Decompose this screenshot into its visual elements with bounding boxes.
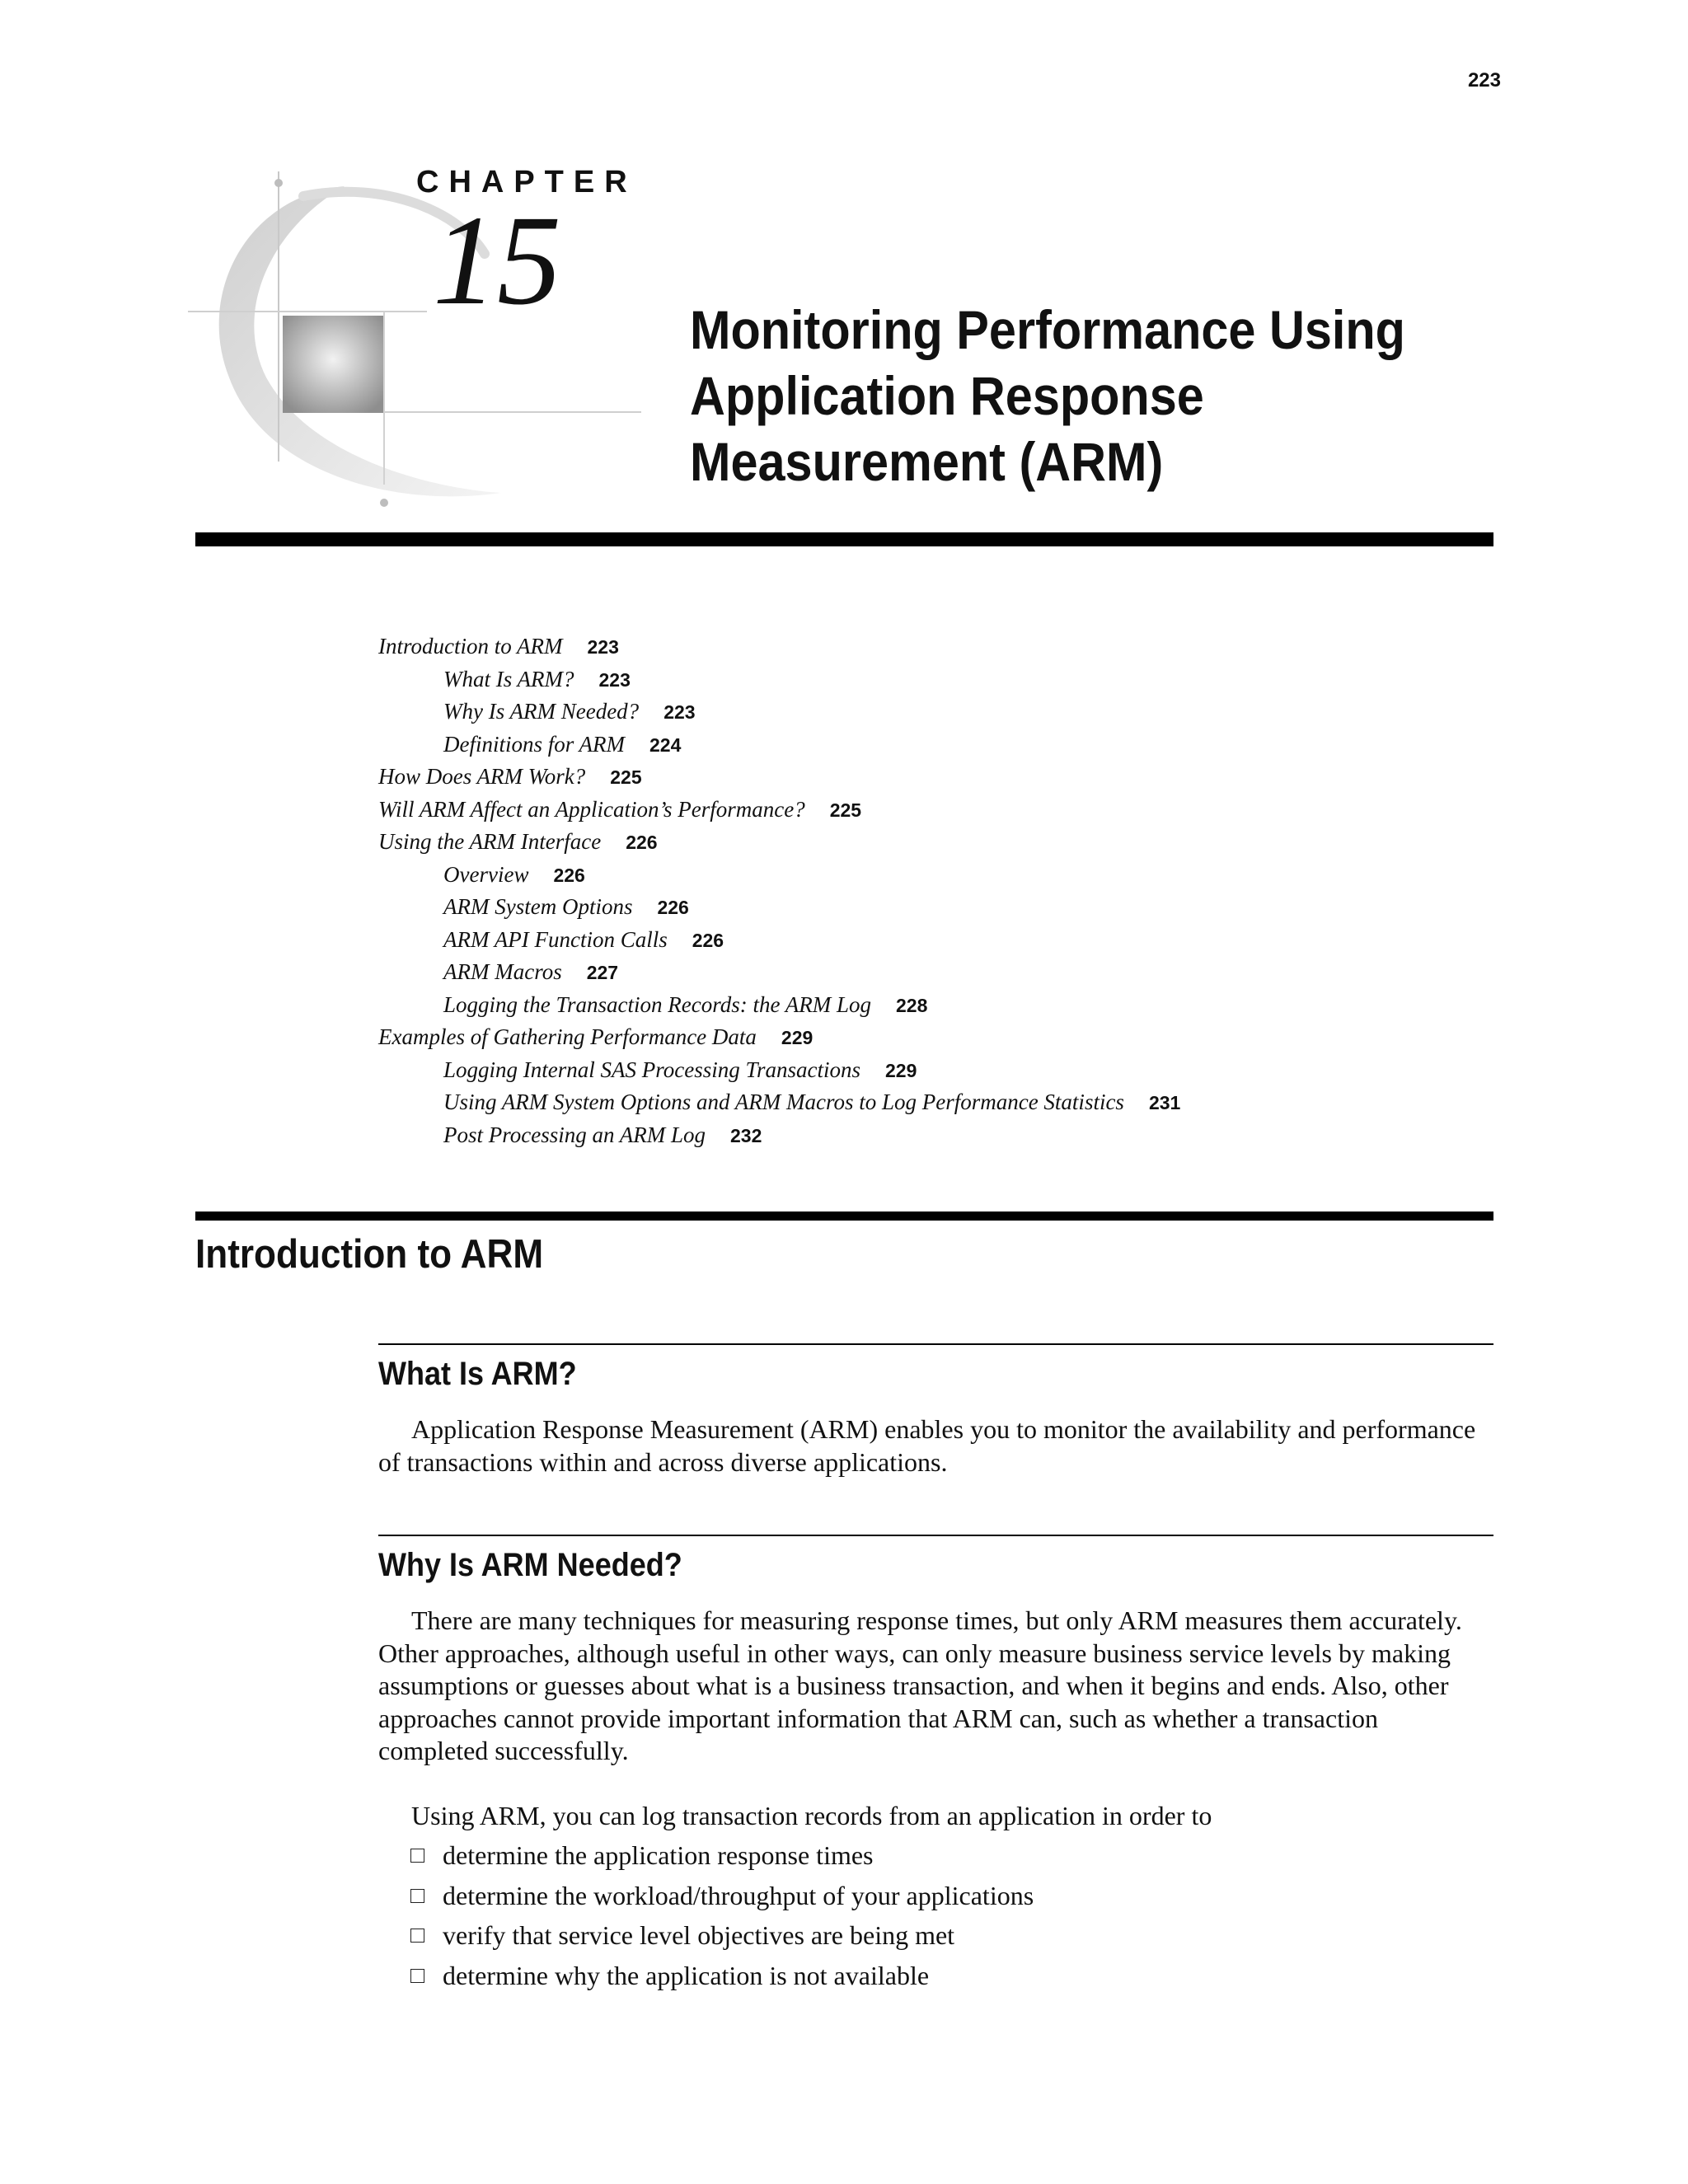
chapter-divider [195, 532, 1493, 546]
toc-entry-title: Post Processing an ARM Log [443, 1122, 706, 1147]
toc-entry-page: 232 [730, 1124, 762, 1146]
toc-entry-title: ARM Macros [443, 959, 562, 984]
toc-entry-page: 223 [663, 701, 696, 723]
toc-entry [378, 891, 1180, 924]
toc-entry-title: Using the ARM Interface [378, 829, 602, 854]
toc-entry-page: 228 [896, 994, 928, 1016]
subsection-divider [378, 1535, 1493, 1536]
toc-entry [378, 1054, 1180, 1087]
checkbox-bullet-icon [410, 1889, 424, 1903]
toc-entry [378, 696, 1180, 729]
toc-entry-page: 226 [553, 864, 585, 886]
toc-entry-title: How Does ARM Work? [378, 764, 586, 789]
chapter-number: 15 [433, 189, 561, 331]
toc-entry-page: 227 [586, 962, 619, 983]
toc-entry-title: Introduction to ARM [378, 634, 563, 658]
toc-entry-page: 231 [1148, 1092, 1181, 1113]
purpose-list [410, 1835, 1034, 1995]
toc-entry-title: Will ARM Affect an Application’s Performance? [378, 796, 805, 822]
toc-entry [378, 630, 1180, 663]
toc-entry [378, 956, 1180, 989]
checkbox-bullet-icon [410, 1929, 424, 1943]
checkbox-bullet-icon [410, 1849, 424, 1863]
list-item-text: determine the application response times [443, 1840, 874, 1870]
toc-entry-title: Using ARM System Options and ARM Macros to Log Performance Statistics [443, 1090, 1124, 1114]
toc-entry [378, 826, 1180, 859]
toc-entry-title: What Is ARM? [443, 666, 574, 691]
paragraph-what-is-arm: Application Response Measurement (ARM) enables you to monitor the availability and performance of transactions within and across diverse applications. [378, 1414, 1476, 1477]
toc-entry [378, 663, 1180, 696]
page-number: 223 [1467, 69, 1501, 91]
toc-entry [378, 794, 1180, 827]
chapter-emblem [188, 171, 666, 518]
subsection-heading-why-needed: Why Is ARM Needed? [378, 1547, 682, 1583]
toc-entry-title: Examples of Gathering Performance Data [378, 1024, 757, 1049]
toc-entry-page: 224 [649, 733, 682, 756]
list-item [410, 1915, 1034, 1956]
toc-entry [378, 859, 1180, 892]
toc-entry [378, 924, 1180, 957]
toc-entry [378, 729, 1180, 762]
checkbox-bullet-icon [410, 1969, 424, 1983]
toc-entry-page: 229 [885, 1059, 917, 1081]
toc-entry [378, 761, 1180, 794]
list-item [410, 1876, 1034, 1916]
list-item [410, 1956, 1034, 1996]
list-item [410, 1835, 1034, 1876]
list-item-text: determine the workload/throughput of your applications [443, 1880, 1034, 1910]
toc-entry-title: Overview [443, 861, 529, 887]
toc-entry-title: Why Is ARM Needed? [443, 699, 640, 724]
toc-entry-page: 223 [598, 668, 631, 691]
toc-entry-title: Logging the Transaction Records: the ARM Log [443, 991, 871, 1017]
table-of-contents [378, 630, 1180, 1151]
paragraph-using-arm: Using ARM, you can log transaction records from an application in order to [411, 1801, 1212, 1830]
chapter-title: Monitoring Performance Using Application Response Measurement (ARM) [690, 299, 1405, 492]
chapter-label: CHAPTER [416, 165, 637, 199]
toc-entry-title: ARM API Function Calls [443, 926, 668, 952]
toc-entry [378, 1021, 1180, 1054]
section-heading: Introduction to ARM [195, 1232, 544, 1277]
toc-entry-page: 226 [692, 929, 724, 951]
toc-entry-page: 226 [626, 832, 658, 853]
section-divider [195, 1212, 1493, 1221]
toc-entry [378, 1119, 1180, 1152]
toc-entry-page: 229 [781, 1027, 814, 1048]
toc-entry-page: 226 [657, 897, 689, 918]
list-item-text: verify that service level objectives are being met [443, 1920, 955, 1950]
toc-entry [378, 1086, 1180, 1119]
toc-entry-title: Logging Internal SAS Processing Transactions [443, 1057, 861, 1082]
toc-entry-title: Definitions for ARM [443, 731, 625, 757]
toc-entry [378, 989, 1180, 1022]
toc-entry-page: 225 [829, 799, 862, 821]
toc-entry-page: 223 [587, 636, 619, 658]
list-item-text: determine why the application is not available [443, 1960, 930, 1990]
toc-entry-title: ARM System Options [443, 894, 633, 919]
subsection-heading-what-is-arm: What Is ARM? [378, 1356, 577, 1392]
paragraph-why-needed: There are many techniques for measuring response times, but only ARM measures them accurately. Other approaches, although useful in other ways, can only measure business service levels by making assumptions or guesses about what is a business transaction, and when it begins and ends. Also, other approaches cannot provide important information that ARM can, such as whether a transaction completed successfully. [378, 1605, 1462, 1765]
toc-entry-page: 225 [610, 766, 642, 788]
subsection-divider [378, 1343, 1493, 1345]
